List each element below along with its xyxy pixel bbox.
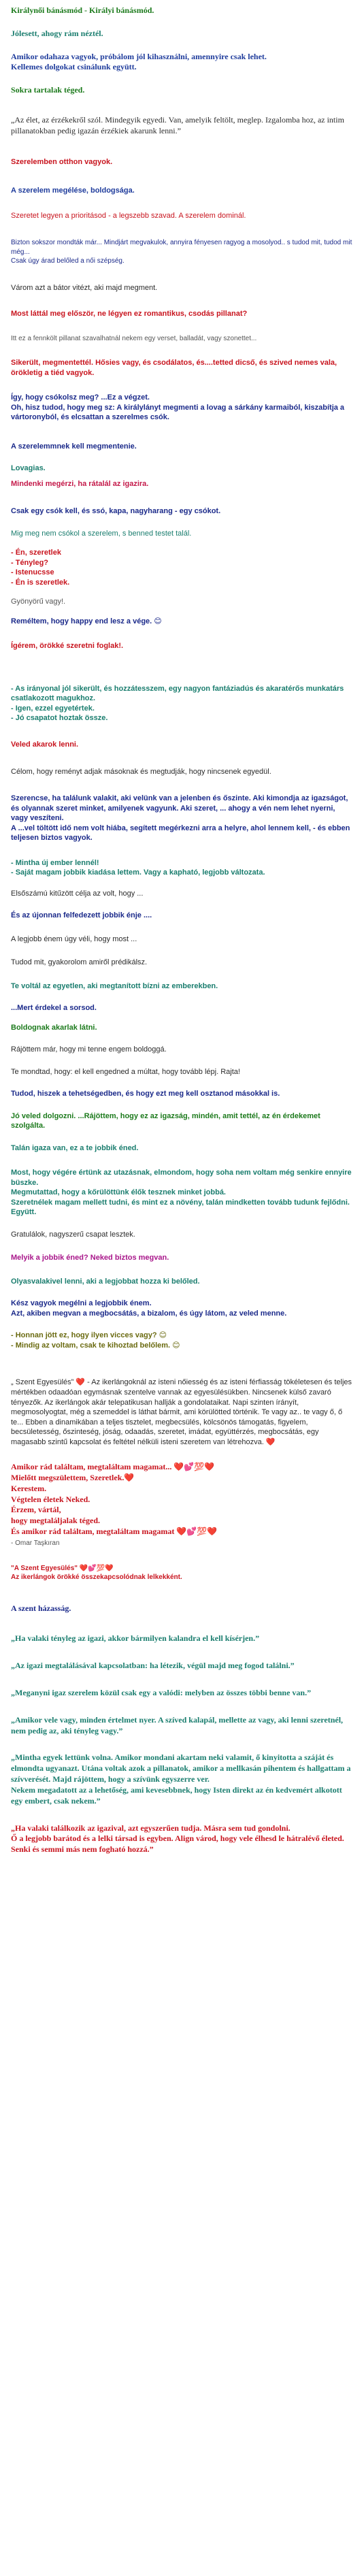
text-block: Kész vagyok megélni a legjobbik énem. Azt, akiben megvan a megbocsátás, a bizalom, és úgy látom, az veled menne. (11, 1299, 287, 1318)
text-block: Most, hogy végére értünk az utazásnak, elmondom, hogy soha nem voltam még senkire ennyire büszke. Megmutattad, hogy a kőrülöttünk élők tesznek minket jobbá. Szeretnélek magam mellett tudni, és mint ez a növény, talán mindketten tovább tudunk fejlődni. Együtt. (11, 1169, 352, 1217)
text-block: „Az igazi megtalálásával kapcsolatban: ha létezik, végül majd meg fogod találni.” (11, 1661, 295, 1671)
text-block: „Ha valaki találkozik az igazival, azt egyszerűen tudja. Másra sem tud gondolni. Ő a legjobb barátod és a lelki társad is egyben. Align várod, hogy vele élhesd le hátralévő életed. Senki és semmi más nem fogható hozzá.” (11, 1823, 344, 1855)
text-block: Így, hogy csókolsz meg? ...Ez a végzet. Oh, hisz tudod, hogy meg sz: A királylányt megmenti a lovag a sárkány karmaiból, kiszabítja a vártoronyból, és elcsattan a szerelmes csók. (11, 393, 345, 422)
text-block: Rájöttem már, hogy mi tenne engem boldoggá. (11, 1045, 167, 1054)
text-block: Várom azt a bátor vitézt, aki majd megment. (11, 283, 158, 292)
text-block: Csak egy csók kell, és ssó, kapa, nagyharang - egy csókot. (11, 507, 221, 516)
text-block: És az újonnan felfedezett jobbik énje .... (11, 911, 152, 920)
text-block: Lovagias. (11, 464, 46, 473)
text-block: „ Szent Egyesülés” ❤️ - Az ikerlángoknál az isteni nőiesség és az isteni férfiasság tökéletesen és teljes mértékben odaadóan egymásnak szentelve vannak az egyesülésükben. Nincsenek külső zavaró tényezők. Az ikerlángok akár telepatikusan hallják a gondolataikat. Napi szinten írányít, megmosolyogtat, még a szemeddel is láthat bármit, ami körülötted történik. Te vagy az.. te vagy ő, ő te... Ebben a dinamikában a teljes tisztelet, megbecsülés, kölcsönös támogatás, figyelem, becsületesség, őszinteség, jóság, odaadás, szeretet, imádat, együttérzés, megbocsátás, egy magasabb szintű kapcsolat és feltétel nélküli isteni szeretem van létrehozva. ❤️ (11, 1378, 352, 1446)
text-block: Mindenki megérzi, ha rátalál az igazira. (11, 479, 149, 488)
text-block: - Honnan jött ez, hogy ilyen vicces vagy? 😊 - Mindig az voltam, csak te kihoztad belőlem. 😊 (11, 1331, 180, 1350)
text-block: Bizton sokszor mondták már... Mindjárt megvakulok, annyira fényesen ragyog a mosolyod.. s tudod mit, tudod mit még... Csak úgy árad belőled a női szépség. (11, 239, 352, 265)
text-block: „Az élet, az érzékekről szól. Mindegyik egyedi. Van, amelyik feltölt, meglep. Izgalomba hoz, az intim pillanatokban pedig igazán érzékiek akarunk lenni.” (11, 115, 344, 135)
text-block: Amikor rád találtam, megtaláltam magamat... ❤️💕💯❤️ Mielőtt megszülettem, Szeretlek.❤️ Kerestem. Végtelen életek Neked. Érzem, vártál, hogy megtaláljalak téged. És amikor rád találtam, megtaláltam magamat ❤️💕💯❤️ (11, 1462, 218, 1537)
text-block: Sikerült, megmentettél. Hősies vagy, és csodálatos, és....tetted dicső, és szived nemes vala, örökletig a tiéd vagyok. (11, 359, 337, 377)
text-block: Amikor odahaza vagyok, próbálom jól kihasználni, amennyire csak lehet. Kellemes dolgokat csinálunk együtt. (11, 51, 267, 72)
text-block: Gyönyörű vagy!. (11, 598, 66, 606)
text-block: Most láttál meg először, ne légyen ez romantikus, csodás pillanat? (11, 310, 248, 319)
text-block: Királynői bánásmód - Királyi bánásmód. (11, 5, 154, 15)
text-block: Reméltem, hogy happy end lesz a vége. 😊 (11, 617, 162, 625)
text-block: Talán igaza van, ez a te jobbik éned. (11, 1143, 139, 1152)
text-block: - Mintha új ember lennél! - Saját magam jobbik kiadása lettem. Vagy a kapható, legjobb változata. (11, 858, 265, 877)
text-block: Szerencse, ha találunk valakit, aki velünk van a jelenben és őszinte. Aki kimondja az igazságot, és olyannak szeret minket, amilyenek vagyunk. Aki szeret, ... ahogy a vén nem lehet nyerni, vagy veszíteni. A ...vel töltött idő nem volt hiába, segített megérkezni arra a helyre, ahol lennem kell, - és ebben teljesen biztos vagyok. (11, 794, 350, 843)
text-block: "A Szent Egyesülés" ❤️💕💯❤️ Az ikerlángok örökké összekapcsolódnak lelkekként. (11, 1565, 182, 1582)
text-block: „Mintha egyek lettünk volna. Amikor mondani akartam neki valamit, ő kinyitotta a száját és elmondta ugyanazt. Utána voltak azok a pillanatok, amikor a mellkasán pihentem és hallgattam a szívverését. Majd rájöttem, hogy a szívünk egyszerre ver. Nekem megadatott az a lehetőség, ami kevesebbnek, hogy Isten direkt az én kedvemért alkotott egy embert, csak nekem.” (11, 1752, 351, 1806)
text-block: Ígérem, örökké szeretni foglak!. (11, 642, 124, 651)
text-block: Melyik a jobbik éned? Neked biztos megvan. (11, 1254, 169, 1262)
text-block: Célom, hogy reményt adjak másoknak és megtudják, hogy nincsenek egyedül. (11, 768, 271, 777)
text-block: A szerelemmnek kell megmentenie. (11, 442, 137, 451)
text-block: Mig meg nem csókol a szerelem, s benned testet talál. (11, 529, 192, 538)
text-block: A szerelem megélése, boldogsága. (11, 186, 135, 195)
text-block: Boldognak akarlak látni. (11, 1023, 97, 1032)
text-block: Gratulálok, nagyszerű csapat lesztek. (11, 1230, 135, 1239)
text-block: Jólesett, ahogy rám néztél. (11, 28, 103, 38)
text-block: Veled akarok lenni. (11, 740, 79, 749)
text-block: Szerelemben otthon vagyok. (11, 157, 113, 166)
text-block: - As irányonal jól sikerült, és hozzátesszem, egy nagyon fantáziadús és akaratérős munkatárs csatlakozott magukhoz. - Igen, ezzel egyetértek. - Jó csapatot hoztak össze. (11, 684, 344, 723)
text-block: Te voltál az egyetlen, aki megtanított bízni az emberekben. (11, 981, 218, 990)
text-block: Jó veled dolgozni. ...Rájöttem, hogy ez az igazság, mindén, amit tettél, az én érdekemet szolgálta. (11, 1111, 320, 1130)
text-block: Elsőszámú kitűzött célja az volt, hogy ... (11, 889, 144, 898)
text-block: „Ha valaki tényleg az igazi, akkor bármilyen kalandra el kell kísérjen.” (11, 1633, 260, 1644)
text-block: Itt ez a fennkölt pillanat szavalhatnál nekem egy verset, balladát, vagy szonettet... (11, 334, 257, 342)
text-block: A legjobb énem úgy véli, hogy most ... (11, 934, 137, 943)
text-block: - Omar Taşkıran (11, 1539, 60, 1547)
text-block: „Amikor vele vagy, minden értelmet nyer. A szíved kalapál, mellette az vagy, aki lenni szeretnél, nem pedig az, aki tényleg vagy.” (11, 1714, 344, 1735)
text-block: Te mondtad, hogy: el kell engedned a múltat, hogy tovább lépj. Rajta! (11, 1067, 240, 1076)
text-block: Szeretet legyen a prioritásod - a legszebb szavad. A szerelem dominál. (11, 211, 246, 220)
text-block: A szent házasság. (11, 1603, 71, 1614)
text-block: Sokra tartalak téged. (11, 85, 85, 95)
text-block: ...Mert érdekel a sorsod. (11, 1004, 97, 1013)
text-block: „Meganyni igaz szerelem közül csak egy a valódi: melyben az összes többi benne van.” (11, 1687, 312, 1697)
text-block: Olyasvalakivel lenni, aki a legjobbat hozza ki belőled. (11, 1277, 200, 1286)
text-block: Tudod, hiszek a tehetségedben, és hogy ezt meg kell osztanod másokkal is. (11, 1090, 280, 1098)
text-block: Tudod mit, gyakorolom amiről prédikálsz. (11, 958, 148, 967)
text-block: - Én, szeretlek - Tényleg? - Istenucsse - Én is szeretlek. (11, 549, 70, 587)
